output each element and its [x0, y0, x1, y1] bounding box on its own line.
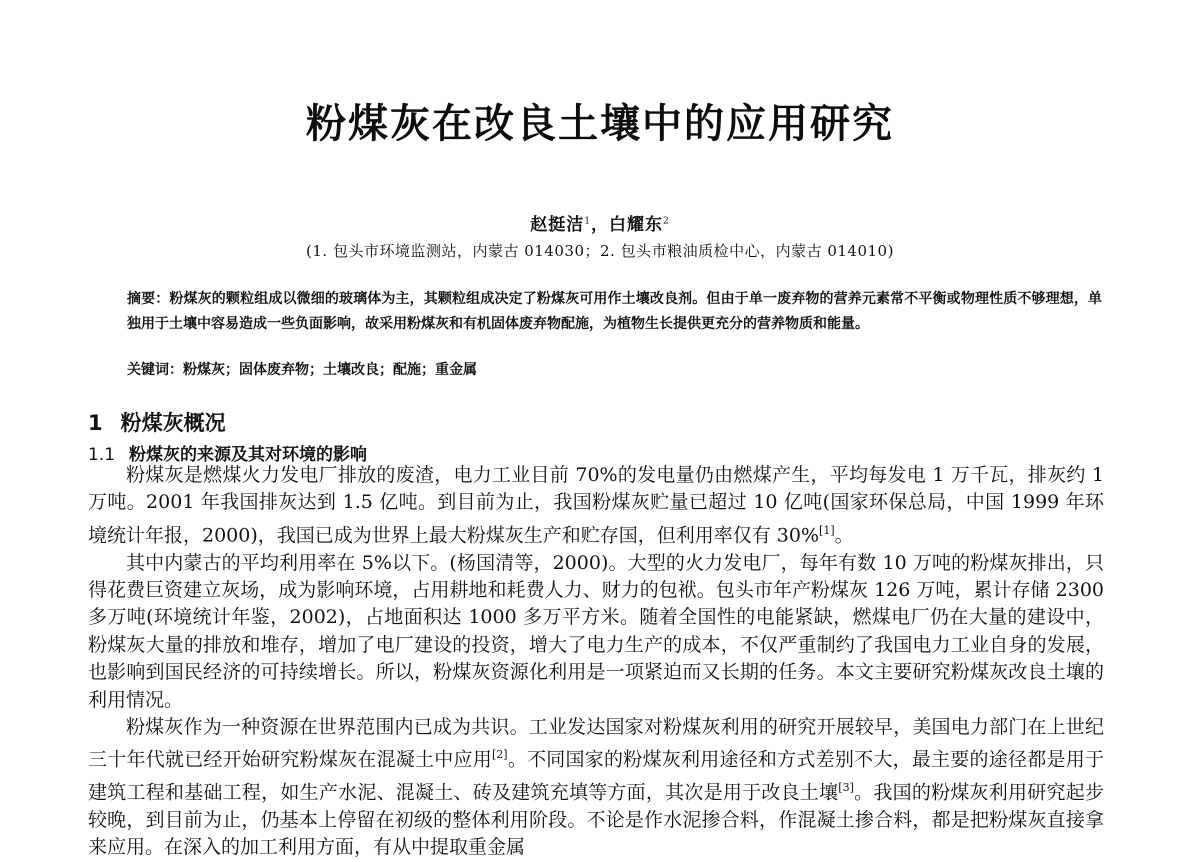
keywords-text: 粉煤灰；固体废弃物；土壤改良；配施；重金属: [183, 362, 477, 378]
author-name: 白耀东: [609, 215, 663, 235]
author-line: [0, 210, 1200, 235]
abstract-label: 摘要：: [127, 291, 170, 307]
body-paragraph: [88, 462, 1104, 550]
paragraph-text: 。不同国家的粉煤灰利用途径和方式差别不大，最主要的途径都是用于建筑工程和基础工程，如生产水泥、混凝土、砖及建筑充填等方面，其次是用于改良土壤: [88, 748, 1104, 804]
paragraph-text: 其中内蒙古的平均利用率在 5%以下。(杨国清等，2000)。大型的火力发电厂，每年有数 10 万吨的粉煤灰排出，只得花费巨资建立灰场，成为影响环境，占用耕地和耗费人力、财力的包袱。包头市年产粉煤灰 126 万吨，累计存储 2300 多万吨(环境统计年鉴，2002)，占地面积达 1000 多万平方米。随着全国性的电能紧缺，燃煤电厂仍在大量的建设中，粉煤灰大量的排放和堆存，增加了电厂建设的投资，增大了电力生产的成本，不仅严重制约了我国电力工业自身的发展，也影响到国民经济的可持续增长。所以，粉煤灰资源化利用是一项紧迫而又长期的任务。本文主要研究粉煤灰改良土壤的利用情况。: [88, 551, 1104, 711]
author-affiliation-marker: 2: [663, 216, 670, 227]
section-heading: [88, 407, 226, 437]
keywords-label: 关键词：: [127, 362, 183, 378]
section-title: 粉煤灰概况: [120, 411, 226, 435]
body-text: [88, 462, 1104, 862]
citation-ref: [2]: [492, 748, 508, 762]
section-number: 1: [88, 411, 103, 435]
abstract-text: 粉煤灰的颗粒组成以微细的玻璃体为主，其颗粒组成决定了粉煤灰可用作土壤改良剂。但由于单一废弃物的营养元素常不平衡或物理性质不够理想，单独用于土壤中容易造成一些负面影响，故采用粉煤灰和有机固体废弃物配施，为植物生长提供更充分的营养物质和能量。: [127, 291, 1103, 332]
author-affiliation-marker: 1: [584, 216, 591, 227]
paper-title: 粉煤灰在改良土壤中的应用研究: [306, 101, 894, 147]
author-name: 赵挺洁: [530, 215, 585, 235]
body-paragraph: [88, 550, 1104, 714]
citation-ref: [3]: [838, 781, 854, 795]
subsection-title: 粉煤灰的来源及其对环境的影响: [129, 445, 368, 465]
citation-ref: [1]: [819, 523, 835, 537]
affiliation-line: (1. 包头市环境监测站，内蒙古 014030；2. 包头市粮油质检中心，内蒙古 014010): [306, 242, 894, 260]
keywords-block: [127, 359, 1102, 381]
abstract-block: [127, 287, 1102, 337]
paragraph-text: 粉煤灰作为一种资源在世界范围内已成为共识。工业发达国家对粉煤灰利用的研究开展较早，美国电力部门在上世纪三十年代就已经开始研究粉煤灰在混凝土中应用: [88, 715, 1104, 771]
subsection-number: 1.1: [88, 445, 116, 465]
author-separator: ，: [591, 215, 609, 235]
body-paragraph: [88, 714, 1104, 862]
paragraph-text: 。我国的粉煤灰利用研究起步较晚，到目前为止，仍基本上停留在初级的整体利用阶段。不论是作水泥掺合料，作混凝土掺合料，都是把粉煤灰直接拿来应用。在深入的加工利用方面，有从中提取重金属: [88, 781, 1104, 859]
paragraph-text: 粉煤灰是燃煤火力发电厂排放的废渣，电力工业目前 70%的发电量仍由燃煤产生，平均每发电 1 万千瓦，排灰约 1 万吨。2001 年我国排灰达到 1.5 亿吨。到目前为止，我国粉煤灰贮量已超过 10 亿吨(国家环保总局，中国 1999 年环境统计年报，2000)，我国已成为世界上最大粉煤灰生产和贮存国，但利用率仅有 30%: [88, 464, 1104, 547]
paragraph-text: 。: [834, 524, 854, 547]
